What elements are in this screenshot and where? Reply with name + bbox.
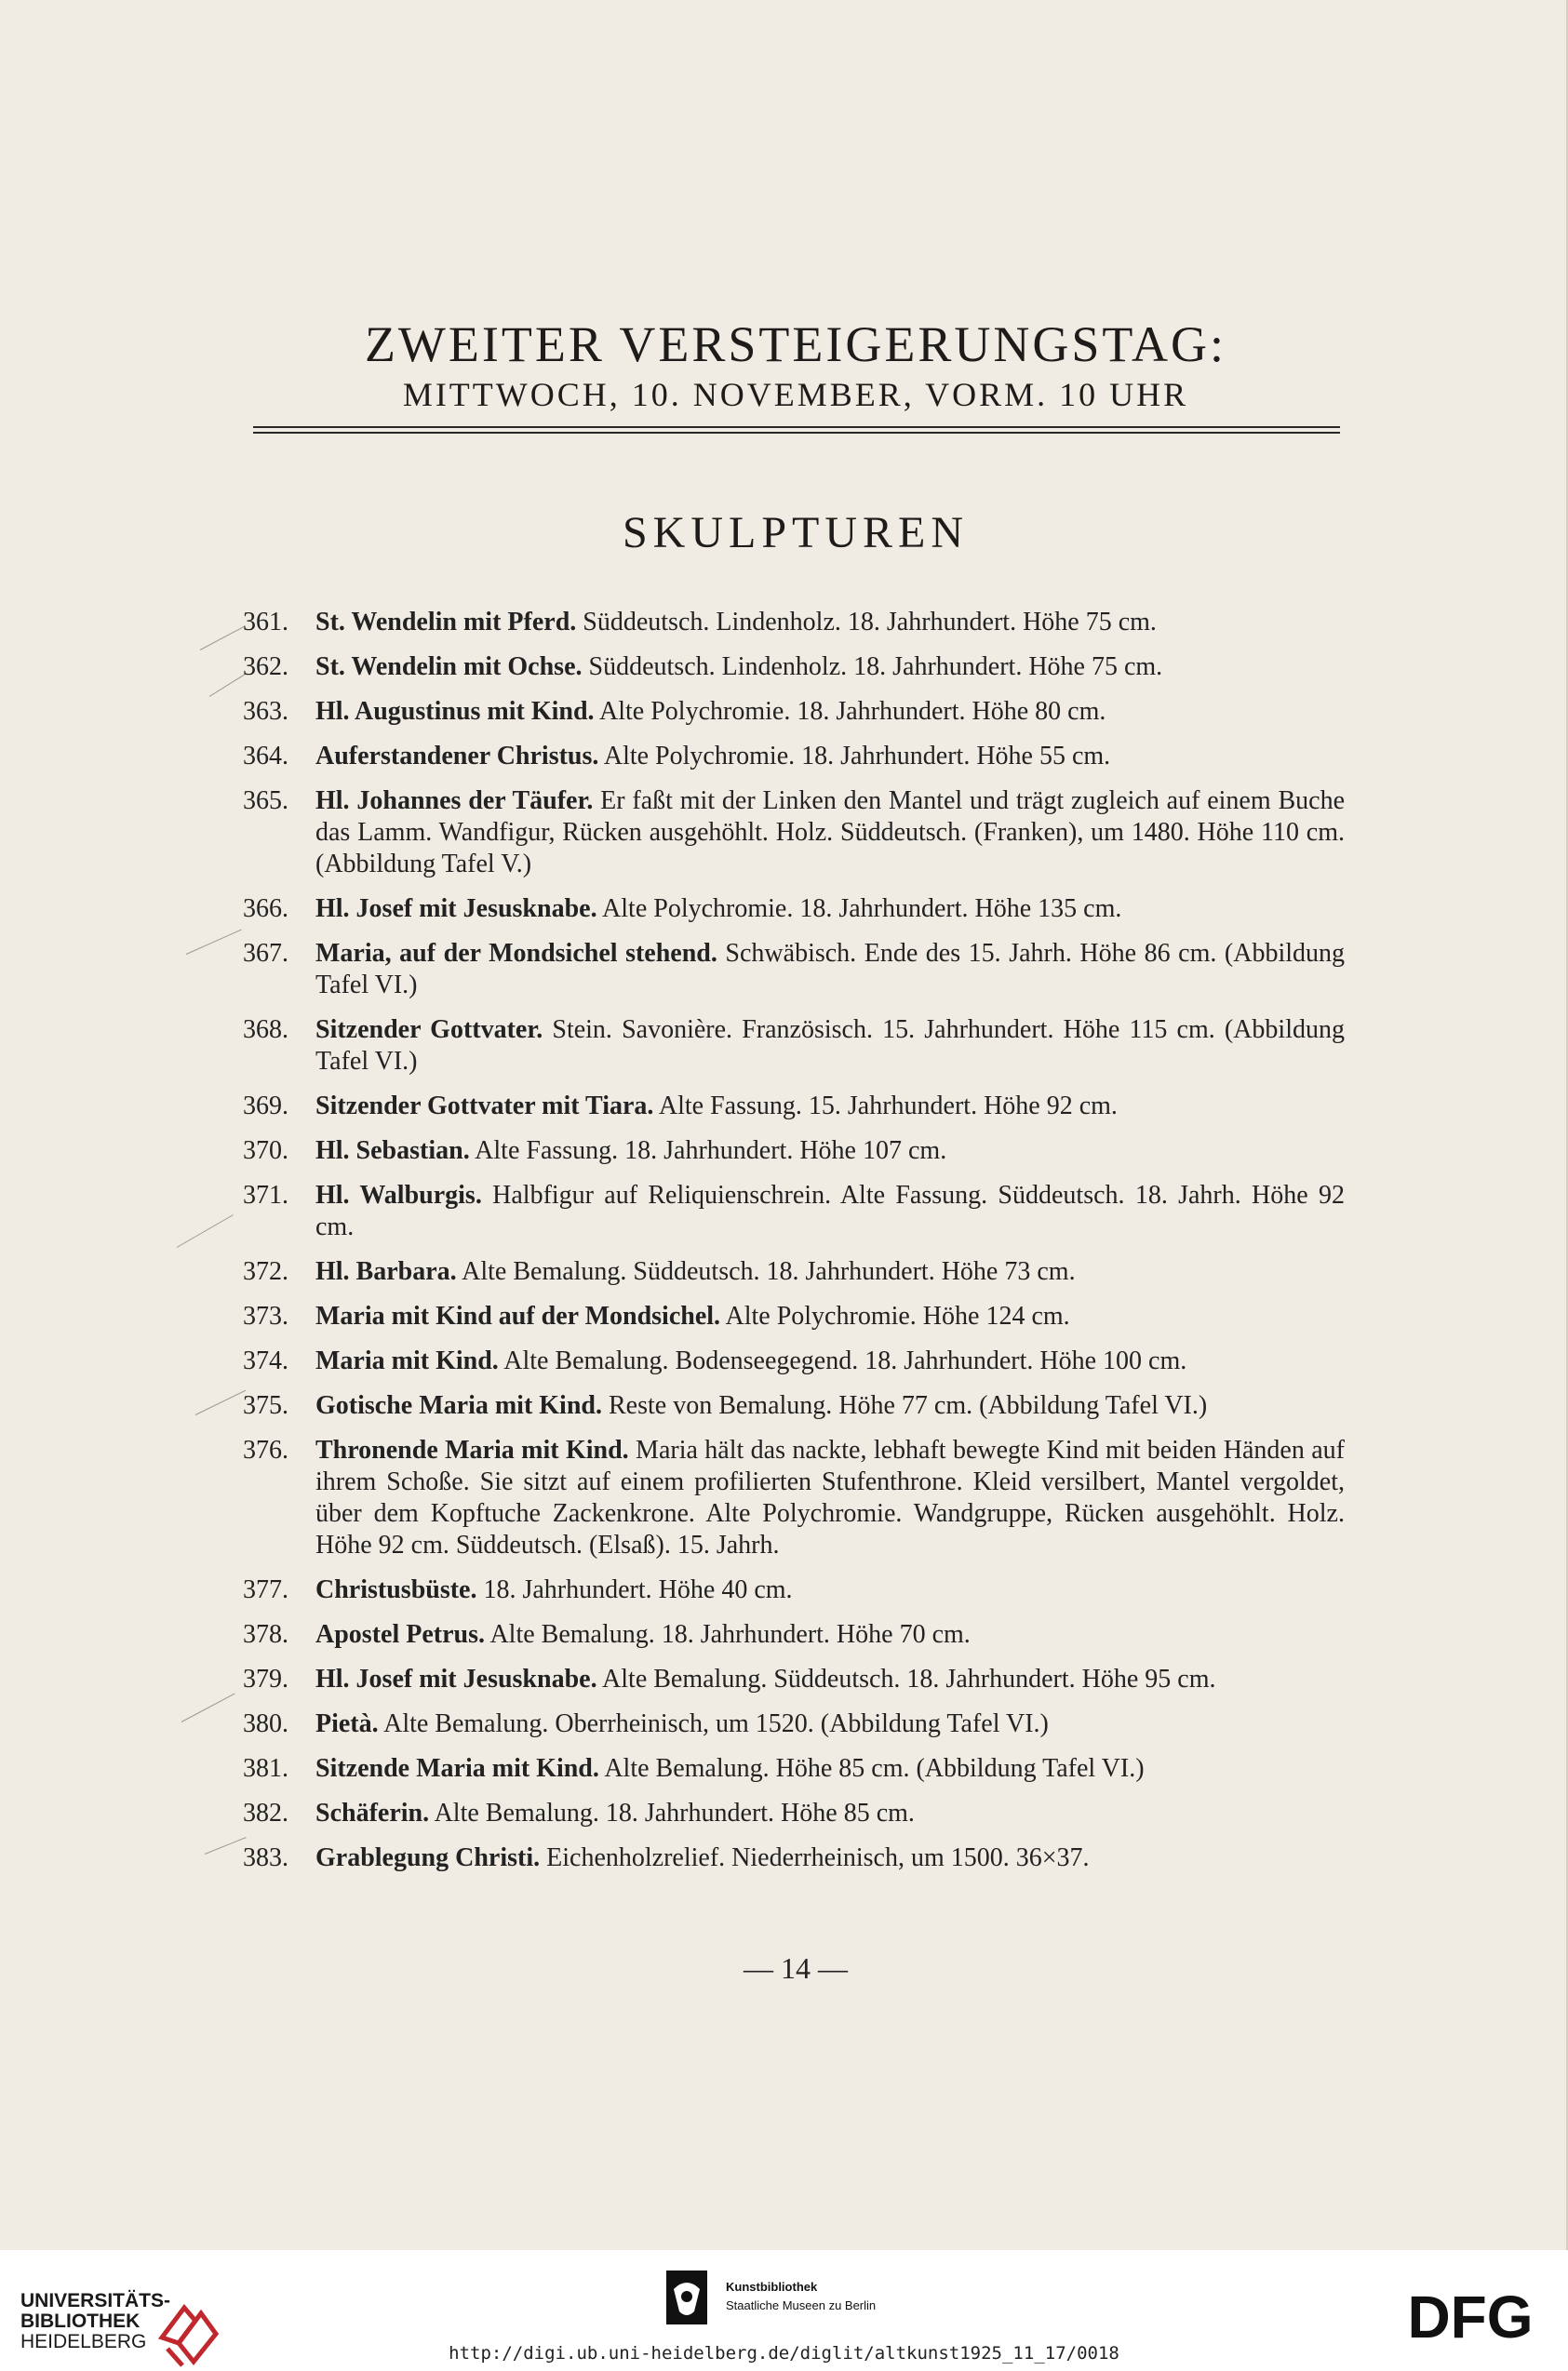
lot-entry [237, 1798, 1345, 1829]
lot-title: Hl. Sebastian. [315, 1136, 470, 1165]
lot-description: Alte Polychromie. 18. Jahrhundert. Höhe 55 cm. [598, 742, 1111, 770]
lot-number: 361. [243, 608, 288, 636]
lot-number: 374. [243, 1346, 288, 1375]
lot-entry [237, 1180, 1345, 1243]
lot-entry [237, 1014, 1345, 1078]
lot-entry [237, 785, 1345, 880]
lot-title: Christusbüste. [315, 1575, 477, 1604]
lot-title: Hl. Josef mit Jesusknabe. [315, 894, 597, 923]
lot-title: Pietà. [315, 1709, 379, 1738]
lot-description: Alte Bemalung. Süddeutsch. 18. Jahrhundert. Höhe 95 cm. [596, 1665, 1216, 1694]
lot-description: Alte Polychromie. Höhe 124 cm. [720, 1302, 1070, 1331]
lot-description: Alte Polychromie. 18. Jahrhundert. Höhe 135 cm. [596, 894, 1122, 923]
lot-description: Halbfigur auf Reliquienschrein. Alte Fassung. Süddeutsch. 18. Jahrh. Höhe 92 cm. [315, 1181, 1345, 1241]
lot-number: 369. [243, 1092, 288, 1120]
lot-title: Gotische Maria mit Kind. [315, 1391, 602, 1420]
lot-entry [237, 1256, 1345, 1288]
lot-title: Hl. Josef mit Jesusknabe. [315, 1665, 597, 1694]
lot-entry [237, 1664, 1345, 1695]
lot-title: Sitzender Gottvater. [315, 1015, 543, 1044]
ub-logo-line2: BIBLIOTHEK [20, 2311, 141, 2332]
lot-description: Schwäbisch. Ende des 15. Jahrh. Höhe 86 cm. (Abbildung Tafel VI.) [315, 939, 1346, 999]
lot-number: 380. [243, 1709, 288, 1738]
lot-title: Sitzender Gottvater mit Tiara. [315, 1092, 654, 1120]
lot-number: 382. [243, 1799, 288, 1828]
lot-description: Alte Bemalung. 18. Jahrhundert. Höhe 70 cm. [484, 1620, 971, 1649]
lot-entry [237, 1753, 1345, 1785]
lot-entry [237, 1301, 1345, 1333]
lot-entry [237, 696, 1345, 728]
kunstbibliothek-subtitle: Staatliche Museen zu Berlin [726, 2298, 877, 2312]
kunstbibliothek-logo[interactable] [666, 2271, 908, 2326]
dfg-logo-text: DFG [1407, 2284, 1534, 2349]
lot-number: 365. [243, 786, 288, 815]
lot-number: 376. [243, 1436, 288, 1465]
source-url[interactable]: http://digi.ub.uni-heidelberg.de/diglit/altkunst1925_11_17/0018 [449, 2343, 1119, 2364]
lot-title: Maria mit Kind. [315, 1346, 499, 1375]
kunstbibliothek-name: Kunstbibliothek [726, 2280, 818, 2294]
lot-entry [237, 1619, 1345, 1651]
lot-description: Süddeutsch. Lindenholz. 18. Jahrhundert. Höhe 75 cm. [576, 608, 1157, 636]
lot-number: 381. [243, 1754, 288, 1783]
dfg-logo[interactable] [1396, 2284, 1545, 2349]
pencil-mark [186, 930, 242, 955]
lot-entry [237, 1346, 1345, 1377]
lot-entry [237, 1091, 1345, 1122]
lot-entry [237, 1390, 1345, 1422]
lot-title: Schäferin. [315, 1799, 430, 1828]
lot-title: Thronende Maria mit Kind. [315, 1436, 629, 1465]
lot-number: 372. [243, 1257, 288, 1286]
lot-entry [237, 1842, 1345, 1874]
lot-entry [237, 741, 1345, 772]
lot-entry [237, 938, 1345, 1001]
lot-description: Alte Bemalung. Oberrheinisch, um 1520. (Abbildung Tafel VI.) [378, 1709, 1049, 1738]
lot-description: Alte Bemalung. Süddeutsch. 18. Jahrhundert. Höhe 73 cm. [456, 1257, 1076, 1286]
lot-number: 373. [243, 1302, 288, 1331]
lot-number: 383. [243, 1843, 288, 1872]
lot-number: 377. [243, 1575, 288, 1604]
lot-description: Alte Bemalung. Bodenseegegend. 18. Jahrhundert. Höhe 100 cm. [498, 1346, 1187, 1375]
lot-description: Alte Bemalung. 18. Jahrhundert. Höhe 85 cm. [429, 1799, 915, 1828]
lot-number: 368. [243, 1015, 288, 1044]
kunstbibliothek-mark-icon [666, 2271, 707, 2324]
lot-number: 378. [243, 1620, 288, 1649]
lot-description: Stein. Savonière. Französisch. 15. Jahrhundert. Höhe 115 cm. (Abbildung Tafel VI.) [315, 1015, 1345, 1076]
lot-description: Alte Fassung. 15. Jahrhundert. Höhe 92 cm. [653, 1092, 1118, 1120]
ub-logo-line3: HEIDELBERG [20, 2331, 147, 2352]
lot-number: 366. [243, 894, 288, 923]
lot-description: 18. Jahrhundert. Höhe 40 cm. [476, 1575, 793, 1604]
lot-number: 363. [243, 697, 288, 726]
lot-entry [237, 1435, 1345, 1561]
lot-description: Maria hält das nackte, lebhaft bewegte Kind mit beiden Händen auf ihrem Schoße. Sie sitzt auf einem profilierten Stufenthrone. Kleid versilbert, Mantel vergoldet, über dem Kopftuche Zackenkrone. Alte Polychromie. Wandgruppe, Rücken ausgehöhlt. Holz. Höhe 92 cm. Süddeutsch. (Elsaß). 15. Jahrh. [315, 1436, 1345, 1560]
lot-description: Reste von Bemalung. Höhe 77 cm. (Abbildung Tafel VI.) [601, 1391, 1208, 1420]
lot-number: 364. [243, 742, 288, 770]
lot-description: Alte Fassung. 18. Jahrhundert. Höhe 107 cm. [469, 1136, 947, 1165]
lot-title: Hl. Walburgis. [315, 1181, 482, 1210]
lot-entry [237, 893, 1345, 925]
lot-number: 371. [243, 1181, 288, 1210]
viewer-footer [0, 2250, 1568, 2371]
lot-title: St. Wendelin mit Ochse. [315, 652, 583, 681]
lot-title: Apostel Petrus. [315, 1620, 485, 1649]
lot-number: 367. [243, 939, 288, 968]
lot-description: Alte Bemalung. Höhe 85 cm. (Abbildung Tafel VI.) [598, 1754, 1145, 1783]
page-number: — 14 — [744, 1951, 848, 1985]
lot-title: Hl. Augustinus mit Kind. [315, 697, 595, 726]
double-rule-bottom [253, 432, 1340, 434]
lot-title: Maria, auf der Mondsichel stehend. [315, 939, 717, 968]
section-title: SKULPTUREN [622, 508, 970, 557]
lot-description: Süddeutsch. Lindenholz. 18. Jahrhundert. Höhe 75 cm. [582, 652, 1163, 681]
lot-number: 362. [243, 652, 288, 681]
lot-entry [237, 1574, 1345, 1606]
lot-title: Hl. Johannes der Täufer. [315, 786, 594, 815]
pencil-mark [177, 1214, 234, 1248]
lot-entry [237, 607, 1345, 638]
lot-entry [237, 1708, 1345, 1740]
lot-description: Er faßt mit der Linken den Mantel und trägt zugleich auf einem Buche das Lamm. Wandfigur, Rücken ausgehöhlt. Holz. Süddeutsch. (Franken), um 1480. Höhe 110 cm. (Abbildung Tafel V.) [315, 786, 1345, 878]
page-title: ZWEITER VERSTEIGERUNGSTAG: [364, 316, 1227, 372]
lot-title: St. Wendelin mit Pferd. [315, 608, 577, 636]
lot-title: Sitzende Maria mit Kind. [315, 1754, 599, 1783]
lot-number: 379. [243, 1665, 288, 1694]
lot-title: Hl. Barbara. [315, 1257, 457, 1286]
double-rule-top [253, 426, 1340, 428]
page-subtitle: MITTWOCH, 10. NOVEMBER, VORM. 10 UHR [402, 376, 1189, 413]
lot-list [237, 607, 1345, 1887]
lot-entry [237, 1135, 1345, 1167]
lot-number: 370. [243, 1136, 288, 1165]
lot-number: 375. [243, 1391, 288, 1420]
lot-description: Eichenholzrelief. Niederrheinisch, um 1500. 36×37. [540, 1843, 1090, 1872]
lot-title: Auferstandener Christus. [315, 742, 599, 770]
pencil-mark [181, 1694, 235, 1722]
lot-entry [237, 651, 1345, 683]
lot-description: Alte Polychromie. 18. Jahrhundert. Höhe 80 cm. [594, 697, 1106, 726]
lot-title: Maria mit Kind auf der Mondsichel. [315, 1302, 721, 1331]
lot-title: Grablegung Christi. [315, 1843, 541, 1872]
ub-logo-line1: UNIVERSITÄTS- [20, 2290, 171, 2311]
